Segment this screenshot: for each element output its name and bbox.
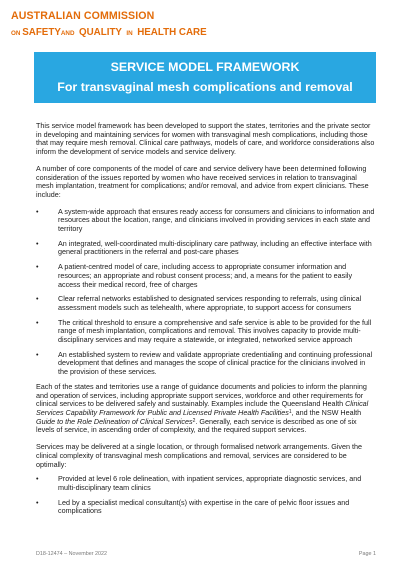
states-text-3: . Generally, each service is described as one of six levels of service, in ascending order of complexity, and the required support services. [36, 416, 357, 435]
title-banner [34, 52, 376, 103]
list-item-text: The critical threshold to ensure a comprehensive and safe service is able to be provided for the full range of mesh implantation, complications and removal. This involves capacity to provide multi-disciplinary services and may require a statewide, or integrated, networked service approach [58, 317, 372, 345]
list-item-text: Led by a specialist medical consultant(s) with expertise in the care of pelvic floor issues and complications [58, 497, 350, 516]
components-intro-paragraph: A number of core components of the model of care and service delivery have been determined following consideration of the issues reported by women who have received services in relation to transvaginal mesh implantation, treatment for complications; and/or removal, and advice from expert clinicians. These include: [36, 163, 369, 199]
logo-safety: SAFETY [22, 26, 61, 38]
bullet-icon: • [36, 317, 39, 327]
logo-line-2 [11, 23, 207, 39]
logo-in: IN [126, 29, 133, 37]
page-footer [36, 551, 376, 557]
intro-paragraph: This service model framework has been developed to support the states, territories and the private sector in developing and maintaining services for women with transvaginal mesh complications, including those that may require mesh removal. Clinical care pathways, models of care, and workforce considerations also inform the development of service models and service delivery. [36, 121, 375, 157]
footnote-ref-2: 2 [192, 417, 196, 424]
bullet-icon: • [36, 262, 39, 272]
page-number: Page 1 [358, 551, 376, 557]
list-item [36, 351, 376, 377]
logo-health-care: HEALTH CARE [137, 26, 207, 38]
list-item [36, 240, 376, 257]
list-item [36, 263, 376, 289]
list-item-text: Provided at level 6 role delineation, with inpatient services, appropriate diagnostic services, and multi-disciplinary team clinics [58, 474, 362, 492]
list-item-text: A patient-centred model of care, including access to appropriate consumer information and resources; an appropriate and robust consent process; and, a means for the patient to easily access their medical record, free of charges [58, 262, 353, 289]
logo-line-1: AUSTRALIAN COMMISSION [11, 10, 155, 22]
bullet-icon: • [36, 349, 39, 359]
list-item [36, 295, 376, 312]
list-item-text: An integrated, well-coordinated multi-disciplinary care pathway, including an effective interface with general practitioners in the referral and post-care phases [58, 238, 372, 257]
bullet-icon: • [36, 294, 39, 304]
delivery-paragraph: Services may be delivered at a single location, or through formalised network arrangements. Given the clinical complexity of transvaginal mesh complications and removal, services are considered to be optimally: [36, 442, 362, 469]
list-item [36, 319, 376, 345]
bullet-icon: • [36, 474, 39, 484]
commission-logo [11, 11, 207, 39]
list-item-text: Clear referral networks established to designated services responding to referrals, using clinical assessment models such as telehealth, where appropriate, to support access for consumers [58, 294, 362, 312]
bullet-icon: • [36, 497, 39, 507]
nsw-guide-title: Guide to the Role Delineation of Clinical Services [36, 416, 193, 426]
document-body [36, 122, 376, 522]
states-text-2: , and the NSW Health [291, 407, 362, 417]
logo-and: AND [60, 29, 75, 37]
states-text-1: Each of the states and territories use a range of guidance documents and policies to inform the planning and operation of services, including appropriate support services, workforce and other requirements for clinical services to be delivered safely and sustainably. Examples include the Queensland Health [36, 381, 367, 409]
logo-quality: QUALITY [78, 26, 122, 38]
core-components-list [36, 208, 376, 377]
optimal-services-list [36, 475, 376, 516]
list-item [36, 499, 376, 516]
list-item-text: A system-wide approach that ensures ready access for consumers and clinicians to information and resources about the location, range, and clinicians involved in providing services in each state and territory [58, 206, 375, 234]
list-item [36, 208, 376, 234]
list-item-text: An established system to review and validate appropriate credentialing and continuing professional development that defines and manages the scope of clinical practice for the clinicians involved in the provision of these services. [58, 349, 373, 377]
banner-subtitle: For transvaginal mesh complications and removal [57, 80, 353, 94]
footnote-ref-1: 1 [288, 408, 292, 415]
bullet-icon: • [36, 238, 39, 248]
banner-title: SERVICE MODEL FRAMEWORK [110, 60, 300, 74]
list-item [36, 475, 376, 492]
qld-framework-title: Clinical Services Capability Framework for Public and Licensed Private Health Facilities [36, 399, 369, 417]
document-reference: D18-12474 – November 2022 [36, 551, 108, 557]
bullet-icon: • [36, 206, 39, 216]
states-paragraph [36, 383, 376, 435]
logo-on: ON [11, 29, 23, 37]
